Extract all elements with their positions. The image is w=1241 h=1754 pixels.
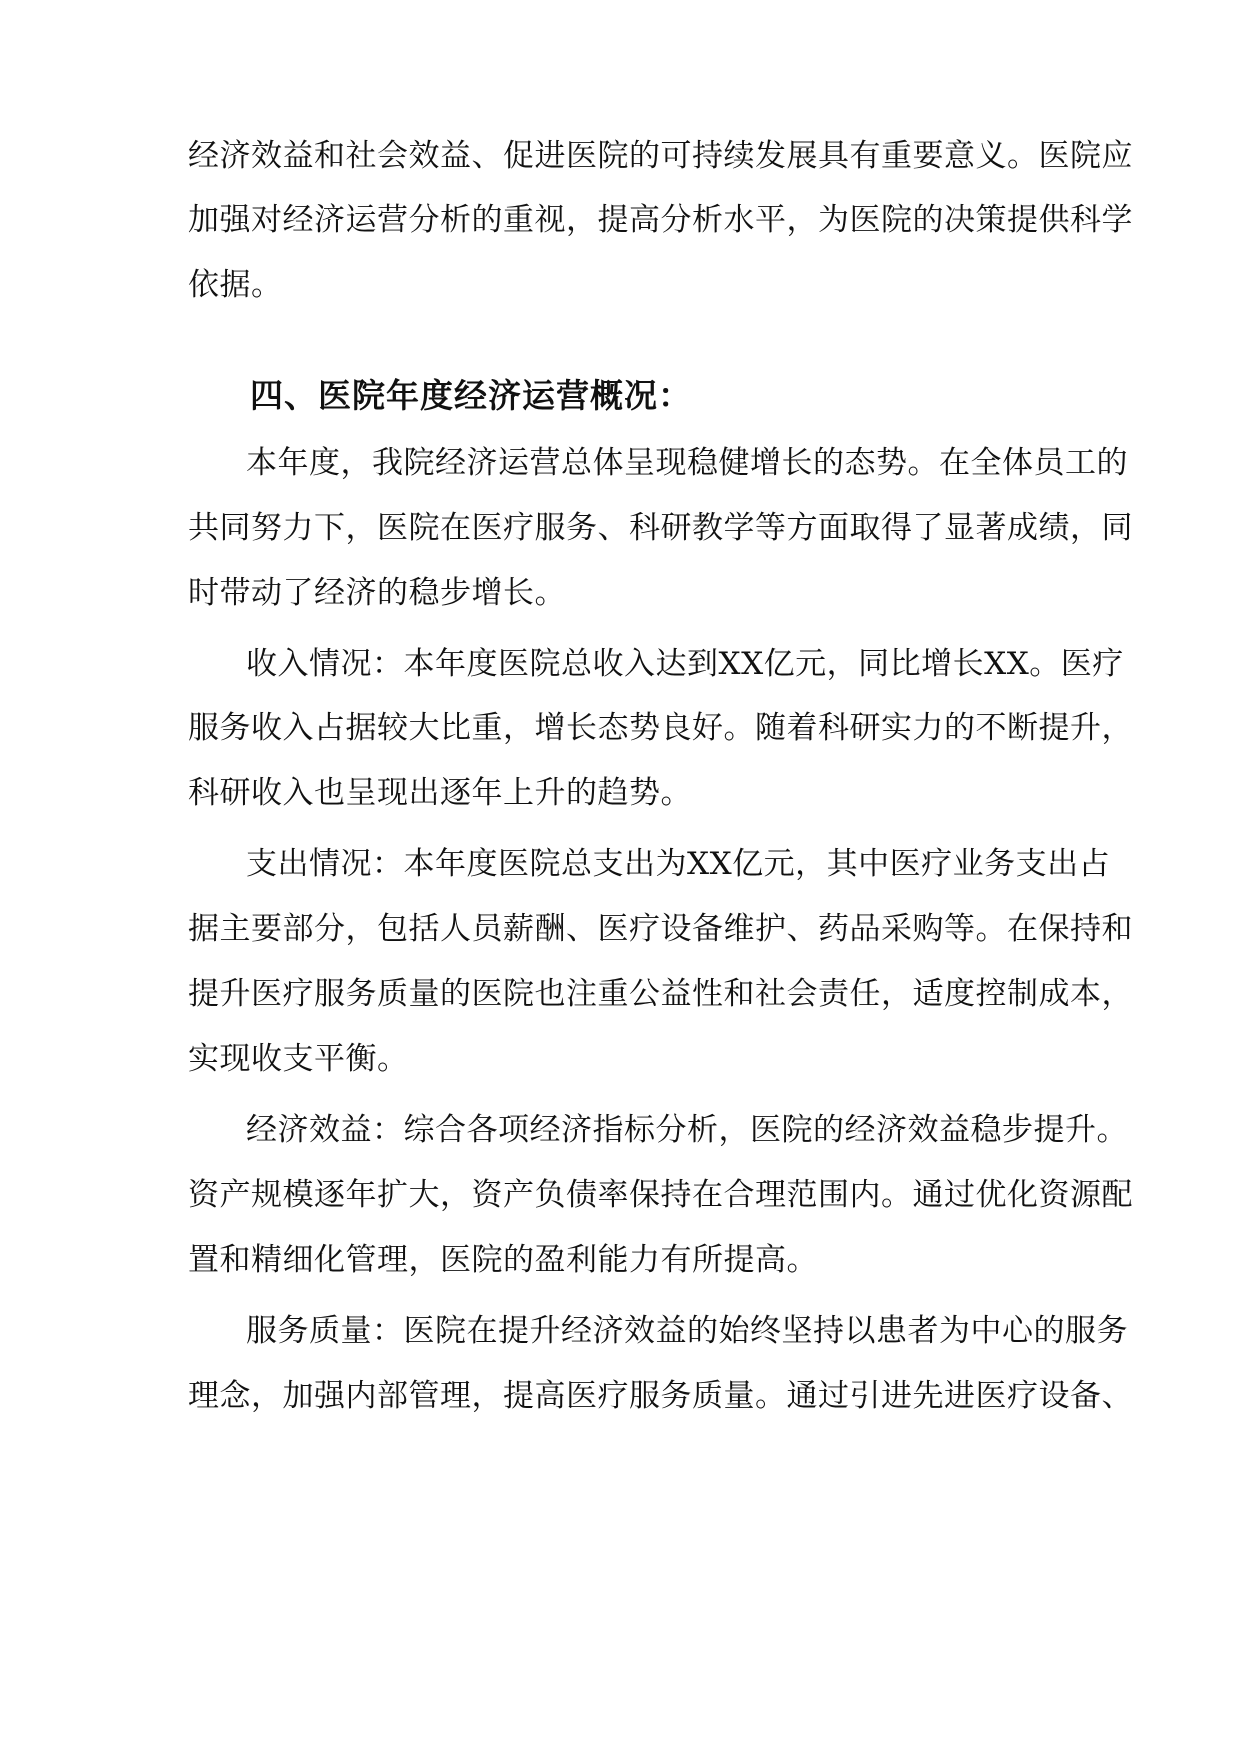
paragraph-line: 支出情况：本年度医院总支出为XX亿元，其中医疗业务支出占 [246, 846, 1111, 882]
paragraph-line: 收入情况：本年度医院总收入达到XX亿元，同比增长XX。医疗 [246, 646, 1124, 682]
paragraph-line: 理念，加强内部管理，提高医疗服务质量。通过引进先进医疗设备、 [188, 1378, 1133, 1414]
paragraph-line: 服务质量：医院在提升经济效益的始终坚持以患者为中心的服务 [246, 1313, 1128, 1349]
paragraph-line: 经济效益：综合各项经济指标分析，医院的经济效益稳步提升。 [246, 1112, 1128, 1148]
paragraph-line: 时带动了经济的稳步增长。 [188, 575, 566, 611]
paragraph-line: 本年度，我院经济运营总体呈现稳健增长的态势。在全体员工的 [246, 445, 1128, 481]
paragraph-line: 科研收入也呈现出逐年上升的趋势。 [188, 775, 692, 811]
intro-line-2: 加强对经济运营分析的重视，提高分析水平，为医院的决策提供科学 [188, 202, 1133, 238]
paragraph-line: 提升医疗服务质量的医院也注重公益性和社会责任，适度控制成本， [188, 976, 1133, 1012]
paragraph-line: 据主要部分，包括人员薪酬、医疗设备维护、药品采购等。在保持和 [188, 911, 1133, 947]
paragraph-line: 服务收入占据较大比重，增长态势良好。随着科研实力的不断提升， [188, 710, 1133, 746]
intro-line-1: 经济效益和社会效益、促进医院的可持续发展具有重要意义。医院应 [188, 138, 1133, 174]
paragraph-line: 置和精细化管理，医院的盈利能力有所提高。 [188, 1242, 818, 1278]
intro-line-3: 依据。 [188, 267, 283, 303]
section-heading: 四、医院年度经济运营概况： [250, 376, 692, 415]
paragraph-line: 共同努力下，医院在医疗服务、科研教学等方面取得了显著成绩，同 [188, 510, 1133, 546]
paragraph-line: 实现收支平衡。 [188, 1041, 409, 1077]
paragraph-line: 资产规模逐年扩大，资产负债率保持在合理范围内。通过优化资源配 [188, 1177, 1133, 1213]
